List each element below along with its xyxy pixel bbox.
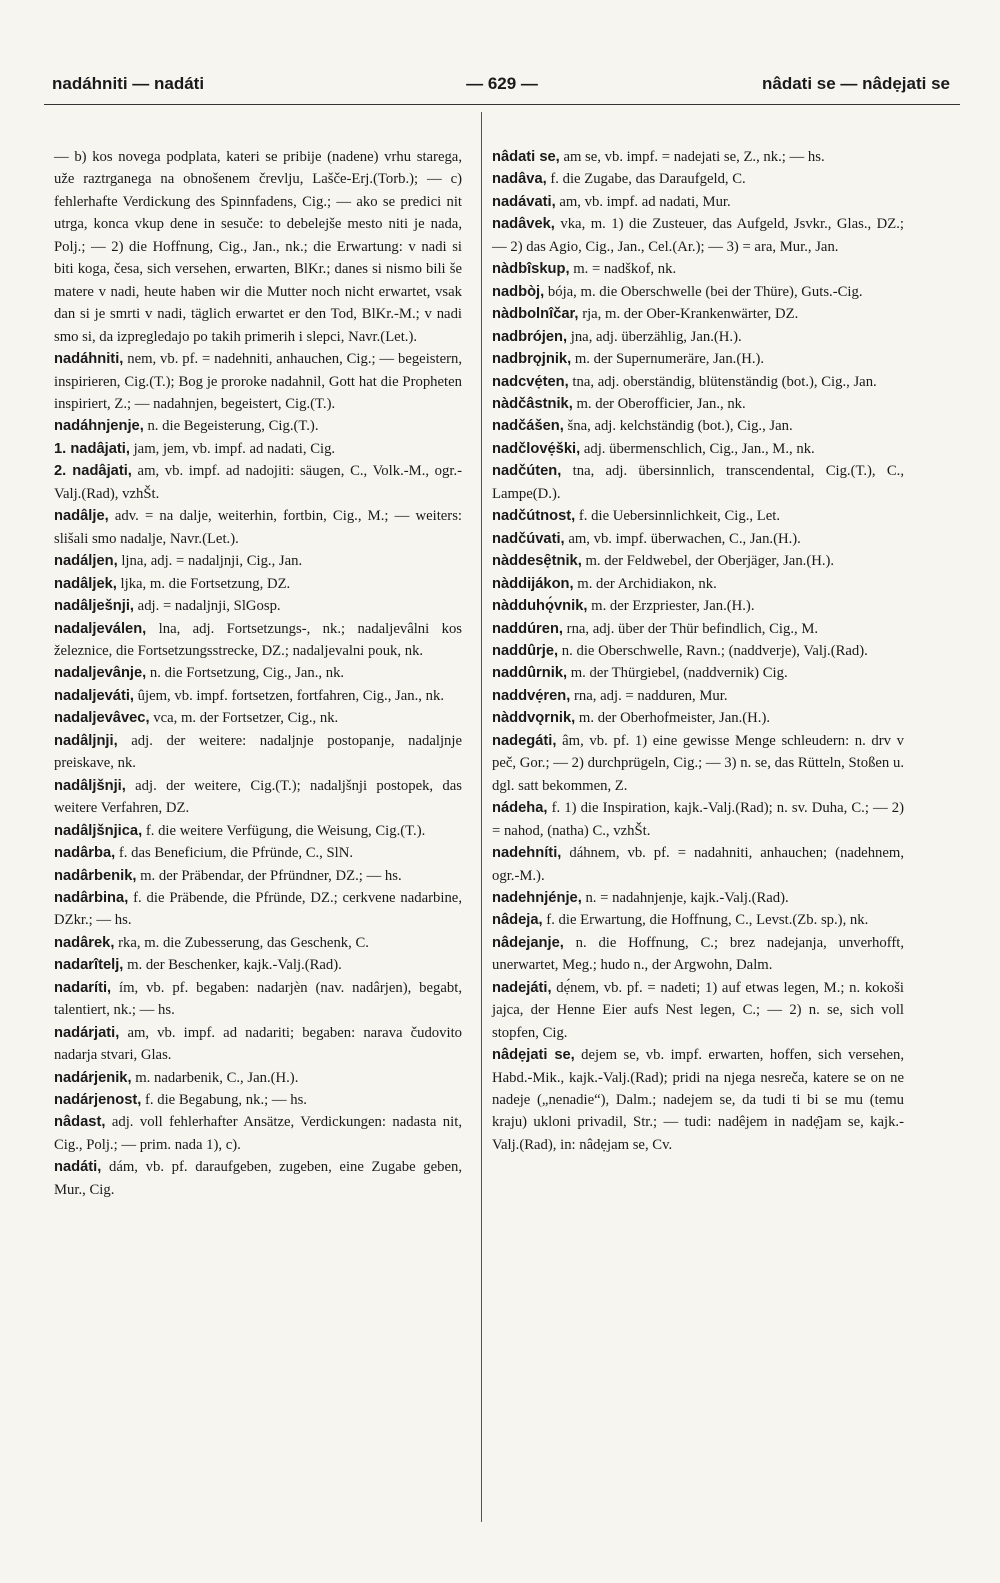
dictionary-entry [54, 1022, 462, 1067]
dictionary-entry [54, 775, 462, 820]
entry-definition: m. der Thürgiebel, (naddvernik) Cig. [570, 665, 788, 682]
dictionary-entry [54, 887, 462, 932]
dictionary-entry [492, 730, 904, 797]
entry-definition: lna, adj. Fortsetzungs-, nk.; nadaljevâlni kos železnice, die Fortsetzungsstrecke, DZ.; nadaljevalni pouk, nk. [54, 620, 463, 659]
entry-definition: tna, adj. übersinnlich, transcendental, Cig.(T.), C., Lampe(D.). [492, 463, 904, 502]
dictionary-entry [492, 842, 904, 887]
entry-definition: f. die Begabung, nk.; — hs. [145, 1092, 307, 1109]
entry-headword: nadegáti, [492, 732, 557, 749]
entry-headword: nádeha, [492, 800, 548, 817]
entry-definition: âm, vb. pf. 1) eine gewisse Menge schleudern: n. drv v peč, Gor.; — 2) durchprügeln, Cig.; — 3) n. se, das Rütteln, Stoßen u. dgl. satt bekommen, Z. [492, 732, 904, 794]
entry-definition: n. die Fortsetzung, Cig., Jan., nk. [149, 665, 345, 682]
entry-definition: m. der Beschenker, kajk.-Valj.(Rad). [127, 957, 342, 974]
entry-definition: rna, adj. = nadduren, Mur. [574, 687, 728, 704]
column-divider [481, 112, 482, 1522]
dictionary-entry [492, 505, 904, 527]
dictionary-entry [54, 505, 462, 550]
entry-definition: vka, m. 1) die Zusteuer, das Aufgeld, Jsvkr., Glas., DZ.; — 2) das Agio, Cig., Jan., Cel.(Ar.); — 3) = ara, Mur., Jan. [492, 216, 904, 255]
entry-headword: nadâvek, [492, 216, 555, 233]
entry-headword: nàddesẹ̑tnik, [492, 553, 582, 570]
dictionary-entry [492, 438, 904, 460]
entry-headword: nàdbîskup, [492, 261, 570, 278]
dictionary-entry [54, 977, 462, 1022]
entry-definition: f. die Uebersinnlichkeit, Cig., Let. [578, 508, 780, 525]
entry-definition: dám, vb. pf. daraufgeben, zugeben, eine Zugabe geben, Mur., Cig. [54, 1159, 463, 1198]
entry-definition: f. die Erwartung, die Hoffnung, C., Levst.(Zb. sp.), nk. [546, 912, 869, 929]
header-left-guide: nadáhniti — nadáti [52, 74, 205, 93]
dictionary-entry [54, 685, 462, 707]
dictionary-entry [492, 887, 904, 909]
entry-headword: nadâljnji, [54, 732, 118, 749]
entry-headword: nâdẹjati se, [492, 1047, 575, 1064]
entry-definition: adj. = nadaljnji, SlGosp. [137, 598, 281, 615]
entry-headword: nadáhnjenje, [54, 418, 144, 435]
entry-headword: nâdast, [54, 1114, 106, 1131]
entry-definition: f. die Präbende, die Pfründe, DZ.; cerkvene nadarbine, DZkr.; — hs. [54, 889, 462, 929]
entry-headword: nadbòj, [492, 283, 545, 300]
entry-headword: nadbrǫjnik, [492, 351, 572, 368]
dictionary-entry [54, 1067, 462, 1089]
left-column [54, 146, 462, 1201]
dictionary-entry [492, 168, 904, 190]
entry-headword: nàdduhǫ́vnik, [492, 598, 588, 615]
entry-headword: nadáti, [54, 1159, 102, 1176]
right-column [492, 146, 904, 1156]
entry-headword: nadâlješnji, [54, 598, 134, 615]
dictionary-entry [492, 258, 904, 280]
dictionary-entry [492, 415, 904, 437]
entry-headword: nadehníti, [492, 845, 562, 862]
dictionary-entry [54, 460, 462, 505]
entry-definition: am se, vb. impf. = nadejati se, Z., nk.; — hs. [563, 149, 825, 165]
entry-headword: nadáljen, [54, 553, 118, 570]
entry-definition: dẹ́nem, vb. pf. = nadeti; 1) auf etwas legen, M.; n. kokoši jajca, der Henne Eier aufs Nest legen, C.; — 2) n. se, sich voll stopfen, Cig. [492, 979, 905, 1041]
entry-headword: nadbrójen, [492, 328, 568, 345]
dictionary-entry [54, 842, 462, 864]
entry-headword: nadâva, [492, 171, 547, 188]
entry-headword: nàdbolnîčar, [492, 306, 579, 323]
entry-definition: m. der Erzpriester, Jan.(H.). [591, 598, 755, 615]
entry-definition: n. die Oberschwelle, Ravn.; (naddverje), Valj.(Rad). [561, 642, 868, 659]
dictionary-entry [492, 326, 904, 348]
header-rule [44, 104, 960, 105]
entry-headword: nadávati, [492, 193, 556, 210]
entry-headword: nadâlje, [54, 508, 109, 525]
entry-headword: nadârbenik, [54, 867, 137, 884]
entry-definition: dáhnem, vb. pf. = nadahniti, anhauchen; (nadehnem, ogr.-M.). [492, 845, 905, 884]
entry-definition: šna, adj. kelchständig (bot.), Cig., Jan. [567, 418, 793, 435]
dictionary-entry [54, 146, 462, 348]
entry-headword: nadaljevânje, [54, 665, 147, 682]
entry-definition: jna, adj. überzählig, Jan.(H.). [570, 328, 742, 345]
entry-definition: m. der Archidiakon, nk. [577, 575, 717, 592]
page-header [44, 66, 960, 100]
dictionary-entry [54, 1156, 462, 1201]
entry-headword: nâdati se, [492, 149, 560, 165]
dictionary-entry [492, 618, 904, 640]
dictionary-entry [492, 191, 904, 213]
entry-definition: m. der Feldwebel, der Oberjäger, Jan.(H.). [585, 553, 835, 570]
entry-headword: naddúren, [492, 620, 563, 637]
entry-headword: nadâljek, [54, 575, 117, 592]
entry-definition: rka, m. die Zubesserung, das Geschenk, C. [118, 934, 369, 951]
dictionary-entry [492, 932, 904, 977]
dictionary-entry [492, 371, 904, 393]
dictionary-entry [54, 820, 462, 842]
dictionary-entry [54, 415, 462, 437]
entry-headword: nadârba, [54, 845, 116, 862]
entry-definition: ljna, adj. = nadaljnji, Cig., Jan. [121, 553, 303, 570]
dictionary-entry [492, 707, 904, 729]
dictionary-entry [492, 573, 904, 595]
entry-definition: dejem se, vb. impf. erwarten, hoffen, sich versehen, Habd.-Mik., kajk.-Valj.(Rad); pridi na njega nesreča, katere se on ne nadeje („nenadie“), Dalm.; nadejem se, da tudi ti bi se mu (temu kraju) ukloni privadil, Str.; — tudi: nadêjem in nadẹ̑jam se, kajk.-Valj.(Rad), in: nâdẹjam se, Cv. [492, 1047, 904, 1153]
entry-definition: tna, adj. oberständig, blütenständig (bot.), Cig., Jan. [572, 373, 877, 390]
entry-headword: nadčlovẹ́ški, [492, 440, 581, 457]
entry-definition: ûjem, vb. impf. fortsetzen, fortfahren, Cig., Jan., nk. [137, 687, 444, 704]
dictionary-entry [54, 707, 462, 729]
entry-definition: adj. voll fehlerhafter Ansätze, Verdickungen: nadasta nit, Cig., Polj.; — prim. nada 1), c). [54, 1114, 462, 1153]
dictionary-entry [492, 640, 904, 662]
entry-headword: nadaljevâvec, [54, 710, 150, 727]
entry-headword: nadârbina, [54, 889, 129, 906]
dictionary-entry [54, 1089, 462, 1111]
page-number: — 629 — [466, 74, 538, 93]
entry-definition: m. der Supernumeräre, Jan.(H.). [574, 351, 765, 368]
entry-definition: am, vb. impf. ad nadojiti: säugen, C., Volk.-M., ogr.-Valj.(Rad), vzhŠt. [54, 463, 463, 502]
entry-definition: f. 1) die Inspiration, kajk.-Valj.(Rad); n. sv. Duha, C.; — 2) = nahod, (natha) C., vzhŠt. [492, 800, 905, 839]
entry-definition: vca, m. der Fortsetzer, Cig., nk. [153, 710, 339, 727]
entry-headword: nadčúvati, [492, 530, 565, 547]
dictionary-entry [492, 685, 904, 707]
entry-headword: nadčášen, [492, 418, 564, 435]
entry-definition: adj. der weitere: nadaljnje postopanje, nadaljnje preiskave, nk. [54, 732, 462, 772]
dictionary-entry [492, 1044, 904, 1156]
dictionary-entry [492, 146, 904, 168]
entry-headword: nadčúten, [492, 463, 562, 480]
entry-definition: rna, adj. über der Thür befindlich, Cig., M. [566, 620, 819, 637]
dictionary-entry [54, 595, 462, 617]
dictionary-entry [492, 909, 904, 931]
entry-definition: m. der Oberofficier, Jan., nk. [576, 395, 746, 412]
entry-definition: m. der Präbendar, der Pfründner, DZ.; — hs. [140, 867, 402, 884]
entry-headword: nadârek, [54, 934, 115, 951]
dictionary-entry [492, 550, 904, 572]
entry-definition: am, vb. impf. überwachen, C., Jan.(H.). [568, 530, 801, 547]
dictionary-entry [54, 954, 462, 976]
entry-headword: nadčútnost, [492, 508, 576, 525]
dictionary-entry [54, 1111, 462, 1156]
entry-definition: rja, m. der Ober-Krankenwärter, DZ. [582, 306, 799, 323]
entry-headword: 1. nadâjati, [54, 440, 130, 457]
dictionary-entry [54, 348, 462, 415]
dictionary-entry [54, 932, 462, 954]
entry-headword: nadcvẹ́ten, [492, 373, 569, 390]
dictionary-entry [54, 573, 462, 595]
entry-definition: n. die Begeisterung, Cig.(T.). [147, 418, 319, 435]
entry-definition: f. das Beneficium, die Pfründe, C., SlN. [118, 845, 354, 862]
dictionary-entry [492, 797, 904, 842]
entry-headword: naddûrnik, [492, 665, 568, 682]
entry-definition: ím, vb. pf. begaben: nadarjèn (nav. nadârjen), begabt, talentiert, nk.; — hs. [54, 979, 462, 1019]
entry-headword: nadáhniti, [54, 351, 124, 368]
entry-definition: bója, m. die Oberschwelle (bei der Thüre), Guts.-Cig. [547, 283, 863, 300]
entry-definition: m. der Oberhofmeister, Jan.(H.). [578, 710, 771, 727]
dictionary-entry [492, 460, 904, 505]
dictionary-entry [492, 393, 904, 415]
entry-headword: 2. nadâjati, [54, 463, 132, 480]
entry-definition: adv. = na dalje, weiterhin, fortbin, Cig., M.; — weiters: slišali smo nadalje, Navr.(Let.). [54, 508, 462, 547]
header-right-guide: nâdati se — nâdẹjati se [761, 74, 950, 93]
dictionary-entry [54, 730, 462, 775]
dictionary-entry [492, 213, 904, 258]
entry-definition: adj. übermenschlich, Cig., Jan., M., nk. [583, 440, 815, 457]
entry-headword: nàddijákon, [492, 575, 574, 592]
entry-headword: nadárjati, [54, 1024, 120, 1041]
dictionary-entry [54, 438, 462, 460]
dictionary-entry [492, 528, 904, 550]
entry-definition: m. nadarbenik, C., Jan.(H.). [135, 1069, 299, 1086]
dictionary-entry [492, 662, 904, 684]
entry-headword: nadejáti, [492, 979, 552, 996]
dictionary-entry [492, 977, 904, 1044]
entry-headword: nadárjenik, [54, 1069, 132, 1086]
dictionary-entry [54, 662, 462, 684]
entry-definition: — b) kos novega podplata, kateri se pribije (nadene) vrhu starega, uže raztrganega na obnošenem črevlju, Lašče-Erj.(Torb.); — c) fehlerhafte Verdickung des Spinnfadens, Cig.; — ako se predici nit utrga, konca vkup dene in sesuče: to debelejše mesto niti je nada, Polj.; — 2) die Hoffnung, Cig., Jan., nk.; die Erwartung: v nadi si biti koga, česa, sich versehen, erwarten, BlKr.; danes si nismo bili še matere v nadi, heute haben wir die Mutter noch nicht erwartet, vsak dan si je smrti v nadi, täglich erwartet er den Tod, BlKr.-M.; v nadi smo si, da izpregledajo po takih primerih i slepci, Navr.(Let.). [54, 149, 462, 345]
entry-headword: nàdčâstnik, [492, 395, 573, 412]
entry-definition: ljka, m. die Fortsetzung, DZ. [120, 575, 291, 592]
entry-headword: naddûrje, [492, 642, 559, 659]
entry-headword: nadaljeválen, [54, 620, 147, 637]
entry-definition: m. = nadškof, nk. [573, 261, 677, 278]
entry-definition: n. = nadahnjenje, kajk.-Valj.(Rad). [585, 889, 789, 906]
entry-headword: nadehnjénje, [492, 889, 582, 906]
entry-definition: am, vb. impf. ad nadariti; begaben: narava čudovito nadarja stvari, Glas. [54, 1024, 462, 1064]
entry-definition: f. die weitere Verfügung, die Weisung, Cig.(T.). [145, 822, 426, 839]
entry-headword: nàddvǫrnik, [492, 710, 576, 727]
entry-definition: f. die Zugabe, das Daraufgeld, C. [550, 171, 746, 188]
entry-headword: nadaljeváti, [54, 687, 134, 704]
dictionary-entry [492, 595, 904, 617]
entry-headword: nâdejanje, [492, 934, 564, 951]
dictionary-entry [492, 281, 904, 303]
entry-headword: naddvẹ́ren, [492, 687, 571, 704]
dictionary-entry [54, 865, 462, 887]
dictionary-entry [54, 550, 462, 572]
dictionary-entry [54, 618, 462, 663]
entry-headword: nâdeja, [492, 912, 543, 929]
entry-definition: nem, vb. pf. = nadehniti, anhauchen, Cig.; — begeistern, inspirieren, Cig.(T.); Bog je proroke nadahnil, Gott hat die Propheten inspiriert, Z.; — nadahnjen, begeistert, Cig.(T.). [54, 351, 463, 412]
entry-definition: n. die Hoffnung, C.; brez nadejanja, unverhofft, unerwartet, Meg.; hudo n., der Argwohn, Dalm. [492, 934, 905, 974]
dictionary-entry [492, 303, 904, 325]
entry-headword: nadarîtelj, [54, 957, 124, 974]
entry-definition: am, vb. impf. ad nadati, Mur. [559, 193, 731, 210]
entry-headword: nadaríti, [54, 979, 112, 996]
entry-headword: nadâljšnjica, [54, 822, 143, 839]
entry-definition: adj. der weitere, Cig.(T.); nadaljšnji postopek, das weitere Verfahren, DZ. [54, 777, 463, 817]
dictionary-entry [492, 348, 904, 370]
entry-headword: nadâljšnji, [54, 777, 126, 794]
entry-definition: jam, jem, vb. impf. ad nadati, Cig. [133, 440, 336, 457]
entry-headword: nadárjenost, [54, 1092, 142, 1109]
